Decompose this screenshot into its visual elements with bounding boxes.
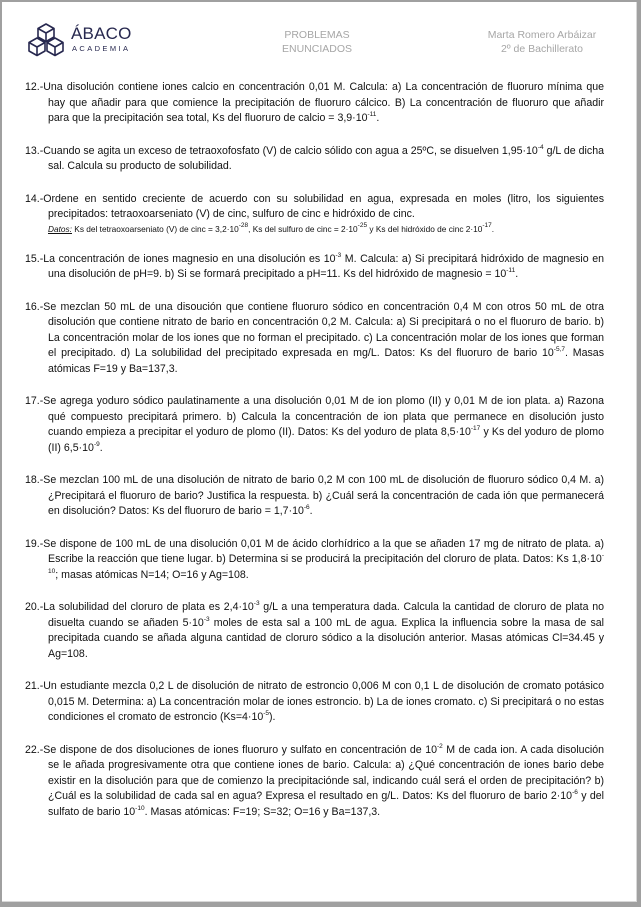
exponent: -9 bbox=[93, 440, 100, 448]
problem-text-mid2: y del sulfato de bario 10 bbox=[48, 790, 604, 818]
problem-text-mid: y Ks del yoduro de plomo (II) 6,5·10 bbox=[48, 426, 604, 454]
data-label: Datos: bbox=[48, 223, 72, 234]
problem-15 bbox=[25, 252, 604, 283]
exponent: -25 bbox=[357, 221, 368, 229]
page-header bbox=[2, 2, 636, 72]
exponent: -10 bbox=[48, 552, 604, 575]
problem-list bbox=[25, 80, 604, 837]
problem-text-end: . bbox=[515, 268, 519, 280]
header-author bbox=[462, 28, 622, 56]
exponent: -17 bbox=[482, 221, 492, 229]
problem-text-end: ; masas atómicas N=14; O=16 y Ag=108. bbox=[55, 568, 249, 581]
exponent: -2 bbox=[437, 742, 443, 750]
problem-16 bbox=[25, 300, 604, 378]
problem-text: Cuando se agita un exceso de tetraoxofosfato (V) de calcio sólido con agua a 25ºC, se disuelven 1,95·10 bbox=[43, 144, 538, 157]
data-text: Ks del tetraoxoarseniato (V) de cinc = 3,2·10 bbox=[71, 223, 239, 234]
problem-text-end: ). bbox=[269, 711, 276, 723]
problem-text-end: g/L de dicha sal. Calcula su producto de solubilidad. bbox=[48, 144, 604, 172]
exponent: -11 bbox=[506, 267, 516, 274]
problem-number: 20.- bbox=[25, 601, 44, 613]
problem-number: 22.- bbox=[25, 743, 44, 756]
exponent: -17 bbox=[470, 425, 481, 432]
problem-text-end: . bbox=[99, 441, 103, 454]
header-title-line2: ENUNCIADOS bbox=[281, 43, 352, 55]
problem-text: Una disolución contiene iones calcio en concentración 0,01 M. Calcula: a) La concentración de fluoruro mínima que hay que añadir para que comience la precipitación de fluoruro cálcico. B) La concentración de fluoruro que añadir para que la precipitación sea total, Ks del fluoruro de calcio = 3,9·10 bbox=[43, 81, 604, 124]
document-page bbox=[2, 2, 637, 902]
problem-text: Ordene en sentido creciente de acuerdo con su solubilidad en agua, expresada en moles (litro, los siguientes precipitados: tetraoxoarseniato (V) de cinc, sulfuro de cinc e hidróxido de cinc. bbox=[43, 192, 604, 220]
problem-text-end: moles de esta sal a 100 mL de agua. Explica la influencia sobre la masa de sal precipitada cuando se añada alguna cantidad de cloruro sódico a la disolución anterior. Masas atómicas Cl=34.45 y Ag=108. bbox=[48, 616, 604, 660]
data-text-end: . bbox=[491, 223, 495, 234]
problem-text: La concentración de iones magnesio en una disolución es 10 bbox=[43, 252, 336, 265]
problem-number: 14.- bbox=[25, 192, 44, 205]
exponent: -28 bbox=[238, 221, 249, 229]
abaco-logo bbox=[27, 22, 147, 58]
problem-22 bbox=[25, 743, 604, 821]
problem-text: Un estudiante mezcla 0,2 L de disolución de nitrato de estroncio 0,006 M con 0,1 L de disolución de cromato potásico 0,015 M. Determina: a) La concentración molar de iones estroncio. b) La de iones cromato. c) Si precipitará o no estas condiciones el cromato de estroncio (Ks=4·10 bbox=[43, 680, 604, 723]
problem-text: Se dispone de dos disoluciones de iones fluoruro y sulfato en concentración de 10 bbox=[43, 743, 437, 756]
exponent: -4 bbox=[537, 143, 544, 151]
problem-12 bbox=[25, 80, 604, 127]
course-level: 2º de Bachillerato bbox=[500, 43, 584, 55]
problem-number: 12.- bbox=[25, 81, 44, 93]
problem-text: La solubilidad del cloruro de plata es 2,4·10 bbox=[43, 601, 254, 613]
problem-17 bbox=[25, 394, 604, 456]
problem-text-end: . bbox=[376, 112, 380, 124]
exponent: -3 bbox=[203, 615, 210, 623]
exponent: -3 bbox=[335, 251, 342, 259]
exponent: -11 bbox=[367, 111, 377, 118]
problem-number: 21.- bbox=[25, 680, 44, 692]
problem-text: Se dispone de 100 mL de una disolución 0,01 M de ácido clorhídrico a la que se añaden 17 mg de nitrato de plata. a) Escribe la reacción que tiene lugar. b) Determina si se producirá la precipitación del cloruro de plata. Datos: Ks 1,8·10 bbox=[43, 537, 604, 565]
problem-text-mid: M de cada ion. A cada disolución se le añada progresivamente otra que contiene iones de bario. Calcula: a) ¿Qué concentración de iones bario debe existir en la disolución para que de comienzo la precipitaciónde sal, indicando cuál será el orden de precipitación? b) ¿Cuál es la solubilidad de cada sal en agua? Expresa el resultado en g/L. Datos: Ks del fluoruro de bario 2·10 bbox=[48, 743, 605, 802]
problem-13 bbox=[25, 144, 604, 175]
problem-text: Se mezclan 50 mL de una disoución que contiene fluoruro sódico en concentración 0,4 M con otros 50 mL de otra disolución que contiene nitrato de bario en concentración 0,2 M. Calcula: a) Si precipitará o no el fluoruro de bario. b) La concentración molar de los iones que no forman el precipitado. c) La concentración molar de los iones que forman el precipitado. d) La solubilidad del precipitado expresada en mg/L. Datos: Ks del fluoruro de bario 10 bbox=[43, 300, 604, 359]
problem-18 bbox=[25, 473, 604, 520]
problem-21 bbox=[25, 679, 604, 726]
logo-subtitle: ACADEMIA bbox=[72, 44, 131, 53]
data-text: , Ks del sulfuro de cinc = 2·10 bbox=[248, 223, 358, 234]
problem-14 bbox=[25, 192, 604, 236]
problem-20 bbox=[25, 600, 604, 662]
problem-text-end: . Masas atómicas: F=19; S=32; O=16 y Ba=137,3. bbox=[144, 805, 381, 818]
exponent: -3 bbox=[253, 600, 260, 607]
problem-text-mid: g/L a una temperatura dada. Calcula la cantidad de cloruro de plata no disuelta cuando se añaden 5·10 bbox=[48, 601, 605, 629]
problem-number: 16.- bbox=[25, 300, 44, 313]
exponent: -6 bbox=[572, 789, 578, 796]
header-title-line1: PROBLEMAS bbox=[284, 29, 350, 41]
problem-number: 18.- bbox=[25, 474, 44, 486]
problem-text-mid: M. Calcula: a) Si precipitará hidróxido de magnesio en una disolución de pH=9. b) Si se formará precipitado a pH=11. Ks del hidróxido de magnesio = 10 bbox=[48, 252, 604, 280]
problem-data bbox=[48, 223, 604, 236]
problem-number: 19.- bbox=[25, 537, 44, 550]
problem-19 bbox=[25, 537, 604, 584]
header-title bbox=[257, 28, 377, 56]
data-text: y Ks del hidróxido de cinc 2·10 bbox=[367, 223, 483, 234]
logo-name: ÁBACO bbox=[71, 24, 132, 43]
problem-text-end: . bbox=[309, 505, 313, 517]
problem-number: 13.- bbox=[25, 144, 44, 157]
author-name: Marta Romero Arbáizar bbox=[487, 29, 597, 41]
exponent: -6 bbox=[303, 504, 310, 511]
problem-number: 17.- bbox=[25, 395, 44, 407]
exponent: -5 bbox=[263, 710, 270, 717]
problem-number: 15.- bbox=[25, 252, 44, 265]
problem-text-end: . Masas atómicas F=19 y Ba=137,3. bbox=[48, 347, 604, 375]
exponent: -5,7 bbox=[553, 346, 565, 353]
cubes-logo-icon bbox=[27, 22, 65, 58]
exponent: -10 bbox=[135, 804, 145, 812]
problem-text: Se agrega yoduro sódico paulatinamente a una disolución 0,01 M de ion plomo (II) y 0,01 M de ion plata. a) Razona qué compuesto precipitará primero. b) Calcula la concentración de ion plata que permanece en disolución justo cuando empieza a precipitar el yoduro de plomo (II). Datos: Ks del yoduro de plata 8,5·10 bbox=[43, 395, 604, 438]
problem-text: Se mezclan 100 mL de una disolución de nitrato de bario 0,2 M con 100 mL de disolución de fluoruro sódico 0,4 M. a) ¿Precipitará el fluoruro de bario? Justifica la respuesta. b) ¿Cuál será la concentración de cada ión que permanecerá en disolución? Datos: Ks del fluoruro de bario = 1,7·10 bbox=[43, 474, 604, 517]
